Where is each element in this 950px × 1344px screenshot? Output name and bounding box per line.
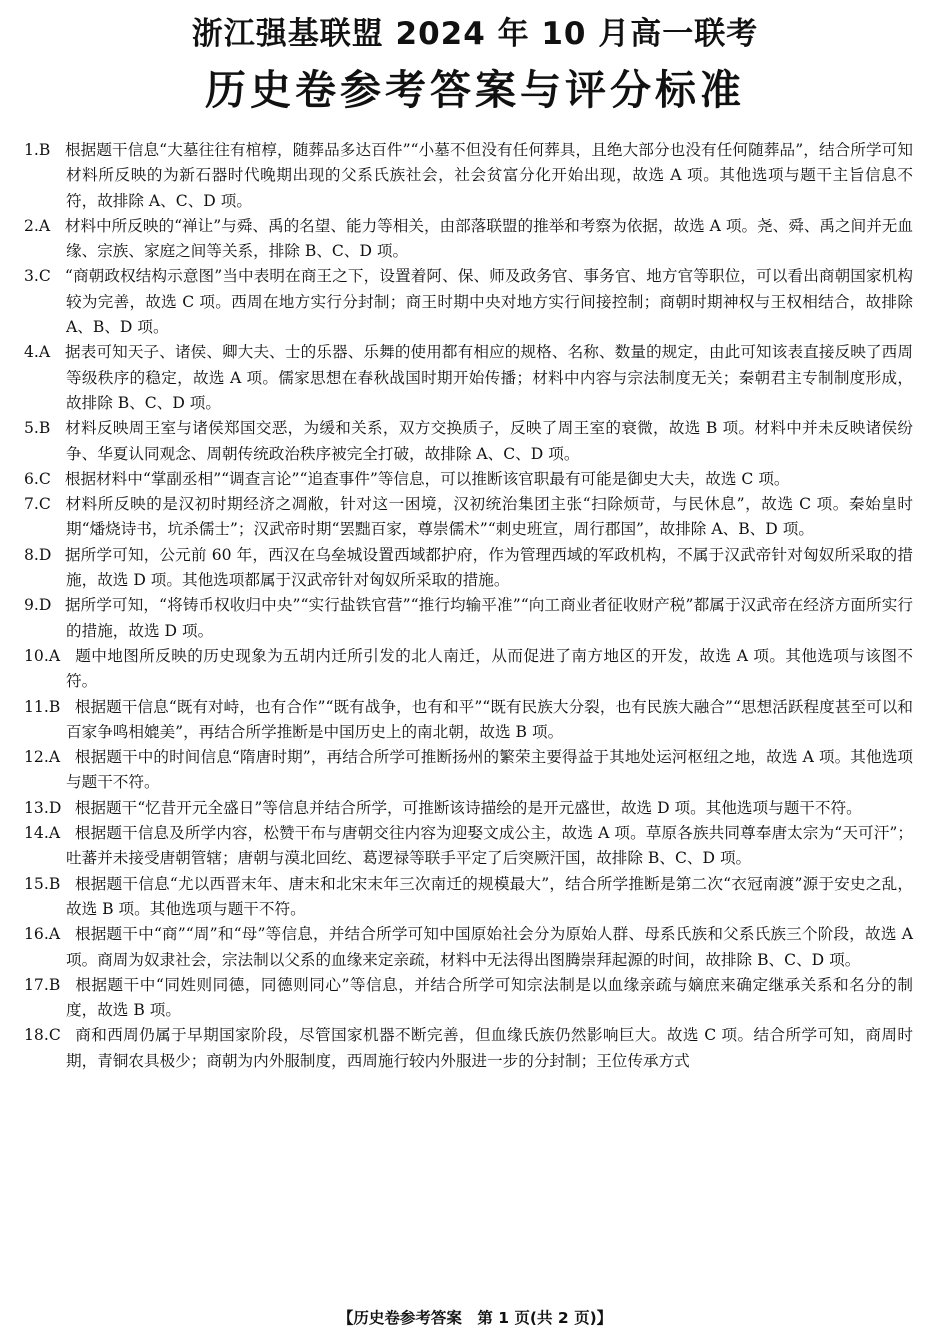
answer-number: 2.	[24, 216, 39, 235]
answer-item	[0, 821, 950, 872]
answer-option: C	[38, 469, 51, 488]
answer-number: 16.	[24, 925, 49, 944]
answer-explanation: 商和西周仍属于早期国家阶段，尽管国家机器不断完善，但血缘氏族仍然影响巨大。故选 C 项。结合所学可知，商周时期，青铜农具极少；商朝为内外服制度，西周施行较内外服进一步的分封制；王位传承方式	[66, 1026, 913, 1070]
answer-item	[0, 593, 950, 644]
answer-number: 3.	[24, 267, 39, 286]
answer-item	[0, 138, 950, 214]
answer-explanation: 据表可知天子、诸侯、卿大夫、士的乐器、乐舞的使用都有相应的规格、名称、数量的规定，由此可知该表直接反映了西周等级秩序的稳定，故选 A 项。儒家思想在春秋战国时期开始传播；材料中内容与宗法制度无关；秦朝君主专制制度形成，故排除 B、C、D 项。	[64, 343, 913, 412]
answer-option: C	[48, 1026, 61, 1045]
answer-number: 15.	[24, 874, 49, 893]
answer-option: A	[38, 216, 51, 235]
answer-item	[0, 644, 950, 695]
answer-option: B	[48, 697, 61, 716]
answer-item	[0, 416, 950, 467]
answer-explanation: “商朝政权结构示意图”当中表明在商王之下，设置着阿、保、师及政务官、事务官、地方官等职位，可以看出商朝国家机构较为完善，故选 C 项。西周在地方实行分封制；商王时期中央对地方实行间接控制；商朝时期神权与王权相结合，故排除 A、B、D 项。	[64, 267, 913, 337]
answer-item	[0, 543, 950, 594]
answer-option: A	[38, 343, 51, 362]
answer-option: B	[38, 141, 51, 159]
answer-explanation: 据所学可知，“将铸币权收归中央”“实行盐铁官营”“推行均输平准”“向工商业者征收财产税”都属于汉武帝在经济方面所实行的措施，故选 D 项。	[64, 596, 913, 640]
answer-explanation: 材料反映周王室与诸侯郑国交恶，为缓和关系，双方交换质子，反映了周王室的衰微，故选 B 项。材料中并未反映诸侯纷争、华夏认同观念、周朝传统政治秩序被完全打破，故排除 A、C、D 项。	[64, 419, 913, 463]
answer-number: 11.	[24, 697, 49, 716]
answer-option: D	[38, 545, 52, 564]
answer-option: B	[48, 975, 61, 994]
answer-number: 14.	[24, 824, 49, 843]
answer-option: D	[48, 798, 62, 817]
answer-list	[0, 138, 950, 1074]
answer-number: 4.	[24, 343, 39, 362]
answer-option: D	[38, 596, 52, 615]
answer-option: B	[48, 874, 61, 893]
answer-option: A	[48, 925, 61, 944]
answer-explanation: 材料所反映的是汉初时期经济之凋敝，针对这一困境，汉初统治集团主张“扫除烦苛，与民休息”，故选 C 项。秦始皇时期“燔烧诗书，坑杀儒士”；汉武帝时期“罢黜百家，尊崇儒术”“刺史班宣，周行郡国”，故排除 A、B、D 项。	[64, 495, 913, 539]
answer-number: 7.	[24, 495, 39, 514]
answer-number: 1.	[24, 141, 39, 159]
answer-explanation: 根据题干中的时间信息“隋唐时期”，再结合所学可推断扬州的繁荣主要得益于其地处运河枢纽之地，故选 A 项。其他选项与题干不符。	[66, 748, 913, 792]
answer-explanation: 题中地图所反映的历史现象为五胡内迁所引发的北人南迁，从而促进了南方地区的开发，故选 A 项。其他选项与该图不符。	[66, 646, 913, 691]
answer-item	[0, 796, 950, 821]
answer-option: C	[38, 495, 51, 514]
answer-explanation: 根据题干信息“尤以西晋末年、唐末和北宋末年三次南迁的规模最大”，结合所学推断是第二次“衣冠南渡”源于安史之乱，故选 B 项。其他选项与题干不符。	[66, 874, 913, 918]
answer-option: C	[38, 267, 51, 286]
answer-number: 13.	[24, 798, 49, 817]
answer-explanation: 根据题干信息及所学内容，松赞干布与唐朝交往内容为迎娶文成公主，故选 A 项。草原各族共同尊奉唐太宗为“天可汗”；吐蕃并未接受唐朝管辖；唐朝与漠北回纥、葛逻禄等联手平定了后突厥汗国，故排除 B、C、D 项。	[66, 824, 913, 868]
answer-number: 18.	[24, 1026, 49, 1045]
document-title: 历史卷参考答案与评分标准	[205, 66, 745, 114]
answer-explanation: 材料中所反映的“禅让”与舜、禹的名望、能力等相关，由部落联盟的推举和考察为依据，故选 A 项。尧、舜、禹之间并无血缘、宗族、家庭之间等关系，排除 B、C、D 项。	[64, 216, 913, 261]
answer-explanation: 根据材料中“掌副丞相”“调查言论”“追查事件”等信息，可以推断该官职最有可能是御史大夫，故选 C 项。	[64, 469, 790, 488]
answer-explanation: 根据题干中“同姓则同德，同德则同心”等信息，并结合所学可知宗法制是以血缘亲疏与嫡庶来确定继承关系和名分的制度，故选 B 项。	[66, 975, 913, 1020]
answer-number: 17.	[24, 975, 49, 994]
answer-option: A	[48, 646, 61, 665]
answer-item	[0, 214, 950, 265]
answer-number: 6.	[24, 469, 39, 488]
answer-item	[0, 264, 950, 340]
answer-number: 8.	[24, 545, 39, 564]
answer-item	[0, 340, 950, 416]
answer-number: 9.	[24, 596, 39, 615]
answer-number: 10.	[24, 646, 49, 665]
answer-explanation: 据所学可知，公元前 60 年，西汉在乌垒城设置西域都护府，作为管理西域的军政机构，不属于汉武帝针对匈奴所采取的措施，故选 D 项。其他选项都属于汉武帝针对匈奴所采取的措施。	[64, 545, 913, 590]
answer-item	[0, 1023, 950, 1074]
answer-item	[0, 492, 950, 543]
answer-item	[0, 872, 950, 923]
answer-explanation: 根据题干中“商”“周”和“母”等信息，并结合所学可知中国原始社会分为原始人群、母系氏族和父系氏族三个阶段，故选 A 项。商周为奴隶社会，宗法制以父系的血缘来定亲疏，材料中无法得出图腾崇拜起源的时间，故排除 B、C、D 项。	[66, 925, 913, 969]
answer-item	[0, 745, 950, 796]
answer-option: B	[38, 419, 51, 438]
answer-item	[0, 467, 950, 492]
answer-explanation: 根据题干“忆昔开元全盛日”等信息并结合所学，可推断该诗描绘的是开元盛世，故选 D 项。其他选项与题干不符。	[74, 798, 862, 817]
answer-option: A	[48, 748, 61, 767]
answer-explanation: 根据题干信息“既有对峙，也有合作”“既有战争，也有和平”“既有民族大分裂，也有民族大融合”“思想活跃程度甚至可以和百家争鸣相媲美”，再结合所学推断是中国历史上的南北朝，故选 B 项。	[66, 697, 913, 741]
exam-title: 浙江强基联盟 2024 年 10 月高一联考	[191, 16, 759, 52]
answer-number: 5.	[24, 419, 39, 438]
answer-item	[0, 922, 950, 973]
answer-item	[0, 695, 950, 746]
answer-number: 12.	[24, 748, 49, 767]
answer-explanation: 根据题干信息“大墓往往有棺椁，随葬品多达百件”“小墓不但没有任何葬具，且绝大部分也没有任何随葬品”，结合所学可知材料所反映的为新石器时代晚期出现的父系氏族社会，社会贫富分化开始出现，故选 A 项。其他选项与题干主旨信息不符，故排除 A、C、D 项。	[64, 141, 913, 210]
page-footer: 【历史卷参考答案 第 1 页(共 2 页)】	[337, 1309, 613, 1327]
answer-item	[0, 973, 950, 1024]
answer-option: A	[48, 824, 61, 843]
